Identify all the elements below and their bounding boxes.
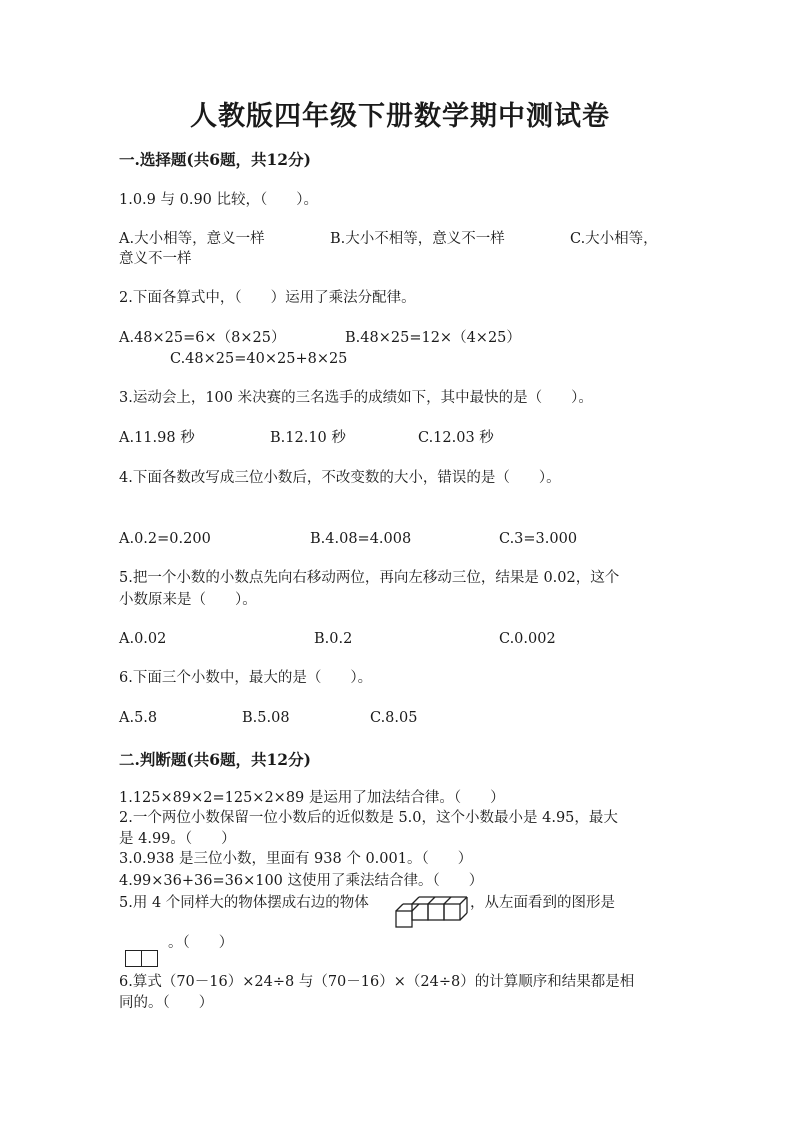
question-1-option-c: C.大小相等， [570,231,658,247]
question-6-stem: 6.下面三个小数中，最大的是（ ）。 [119,670,373,686]
question-5-option-a: A.0.02 [119,631,167,647]
left-view-square-1 [125,950,142,967]
question-1-stem: 1.0.9 与 0.90 比较，（ ）。 [119,192,319,208]
question-4-option-b: B.4.08=4.008 [310,531,412,547]
question-5-option-c: C.0.002 [499,631,556,647]
question-2-option-b: B.48×25=12×（4×25） [345,330,521,346]
judgment-line-3: 3.0.938 是三位小数，里面有 938 个 0.001。（ ） [119,851,473,867]
question-2-option-c: C.48×25=40×25+8×25 [170,351,348,367]
question-3-stem: 3.运动会上，100 米决赛的三名选手的成绩如下，其中最快的是（ ）。 [119,390,593,406]
section-heading-choice: 一.选择题(共6题，共12分) [119,150,311,169]
judgment-line-5-blank: 。（ ） [168,935,234,951]
judgment-line-6: 6.算式（70－16）×24÷8 与（70－16）×（24÷8）的计算顺序和结果都是相 [119,974,635,990]
question-6-option-c: C.8.05 [370,710,418,726]
cube-front-face [396,911,412,927]
question-4-option-a: A.0.2=0.200 [119,531,211,547]
question-5-stem-cont: 小数原来是（ ）。 [119,592,257,608]
left-view-square-2 [141,950,158,967]
judgment-line-6-cont: 同的。（ ） [119,995,214,1011]
page-title: 人教版四年级下册数学期中测试卷 [190,101,610,132]
judgment-line-5-part2: ，从左面看到的图形是 [470,895,615,911]
question-2-option-a: A.48×25=6×（8×25） [119,330,286,346]
question-6-option-b: B.5.08 [242,710,290,726]
question-1-option-b: B.大小不相等，意义不一样 [330,231,505,247]
question-6-option-a: A.5.8 [119,710,158,726]
question-4-option-c: C.3=3.000 [499,531,578,547]
question-3-option-c: C.12.03 秒 [418,430,494,446]
cube-blocks-figure [394,893,470,929]
judgment-line-2: 2.一个两位小数保留一位小数后的近似数是 5.0，这个小数最小是 4.95，最大 [119,810,618,826]
judgment-line-1: 1.125×89×2=125×2×89 是运用了加法结合律。（ ） [119,790,505,806]
question-5-option-b: B.0.2 [314,631,353,647]
question-2-stem: 2.下面各算式中，（ ）运用了乘法分配律。 [119,290,416,306]
question-1-option-c-cont: 意义不一样 [119,251,192,267]
question-5-stem: 5.把一个小数的小数点先向右移动两位，再向左移动三位，结果是 0.02，这个 [119,570,620,586]
question-1-option-a: A.大小相等，意义一样 [119,231,265,247]
judgment-line-5: 5.用 4 个同样大的物体摆成右边的物体 [119,895,369,911]
question-3-option-b: B.12.10 秒 [270,430,346,446]
judgment-line-4: 4.99×36+36=36×100 这使用了乘法结合律。（ ） [119,873,484,889]
section-heading-judgment: 二.判断题(共6题，共12分) [119,750,311,769]
question-3-option-a: A.11.98 秒 [119,430,195,446]
judgment-line-2-cont: 是 4.99。（ ） [119,831,236,847]
question-4-stem: 4.下面各数改写成三位小数后，不改变数的大小，错误的是（ ）。 [119,470,561,486]
